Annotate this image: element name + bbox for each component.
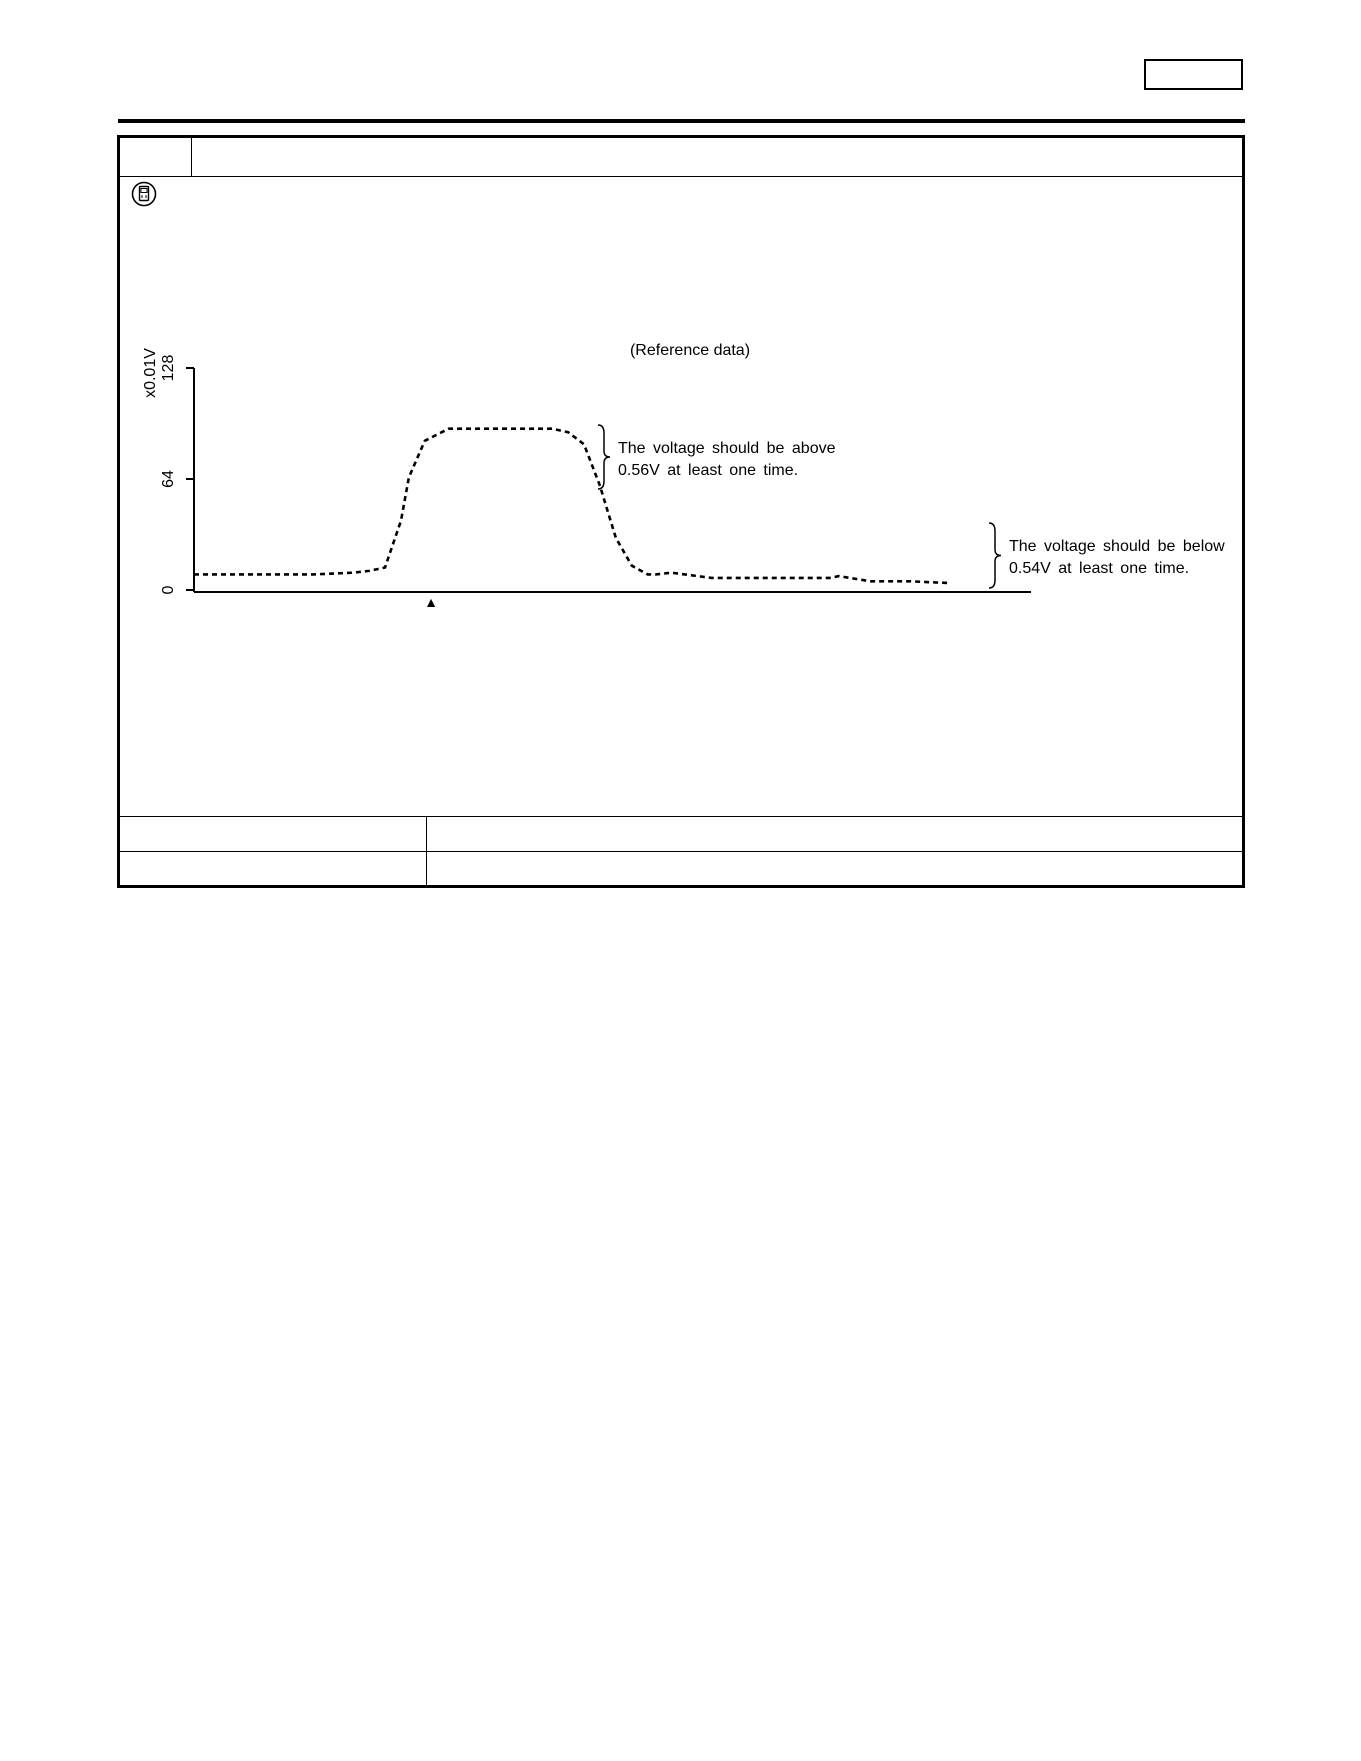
y-tick-label: 64: [160, 470, 177, 488]
y-tick-label: 128: [160, 354, 177, 382]
annotation-text: 0.56V at least one time.: [618, 462, 799, 479]
trigger-marker: ▲: [424, 594, 438, 610]
annotation-brace: [989, 523, 1001, 588]
annotation-text: The voltage should be below: [1009, 538, 1225, 555]
series-line: [194, 429, 950, 583]
chart-title: (Reference data): [629, 342, 751, 359]
annotation-text: 0.54V at least one time.: [1009, 560, 1190, 577]
annotation-text: The voltage should be above: [618, 440, 836, 457]
annotation-brace: [598, 425, 610, 489]
y-tick-label: 0: [160, 585, 177, 595]
y-axis-label: x0.01V: [142, 348, 159, 398]
